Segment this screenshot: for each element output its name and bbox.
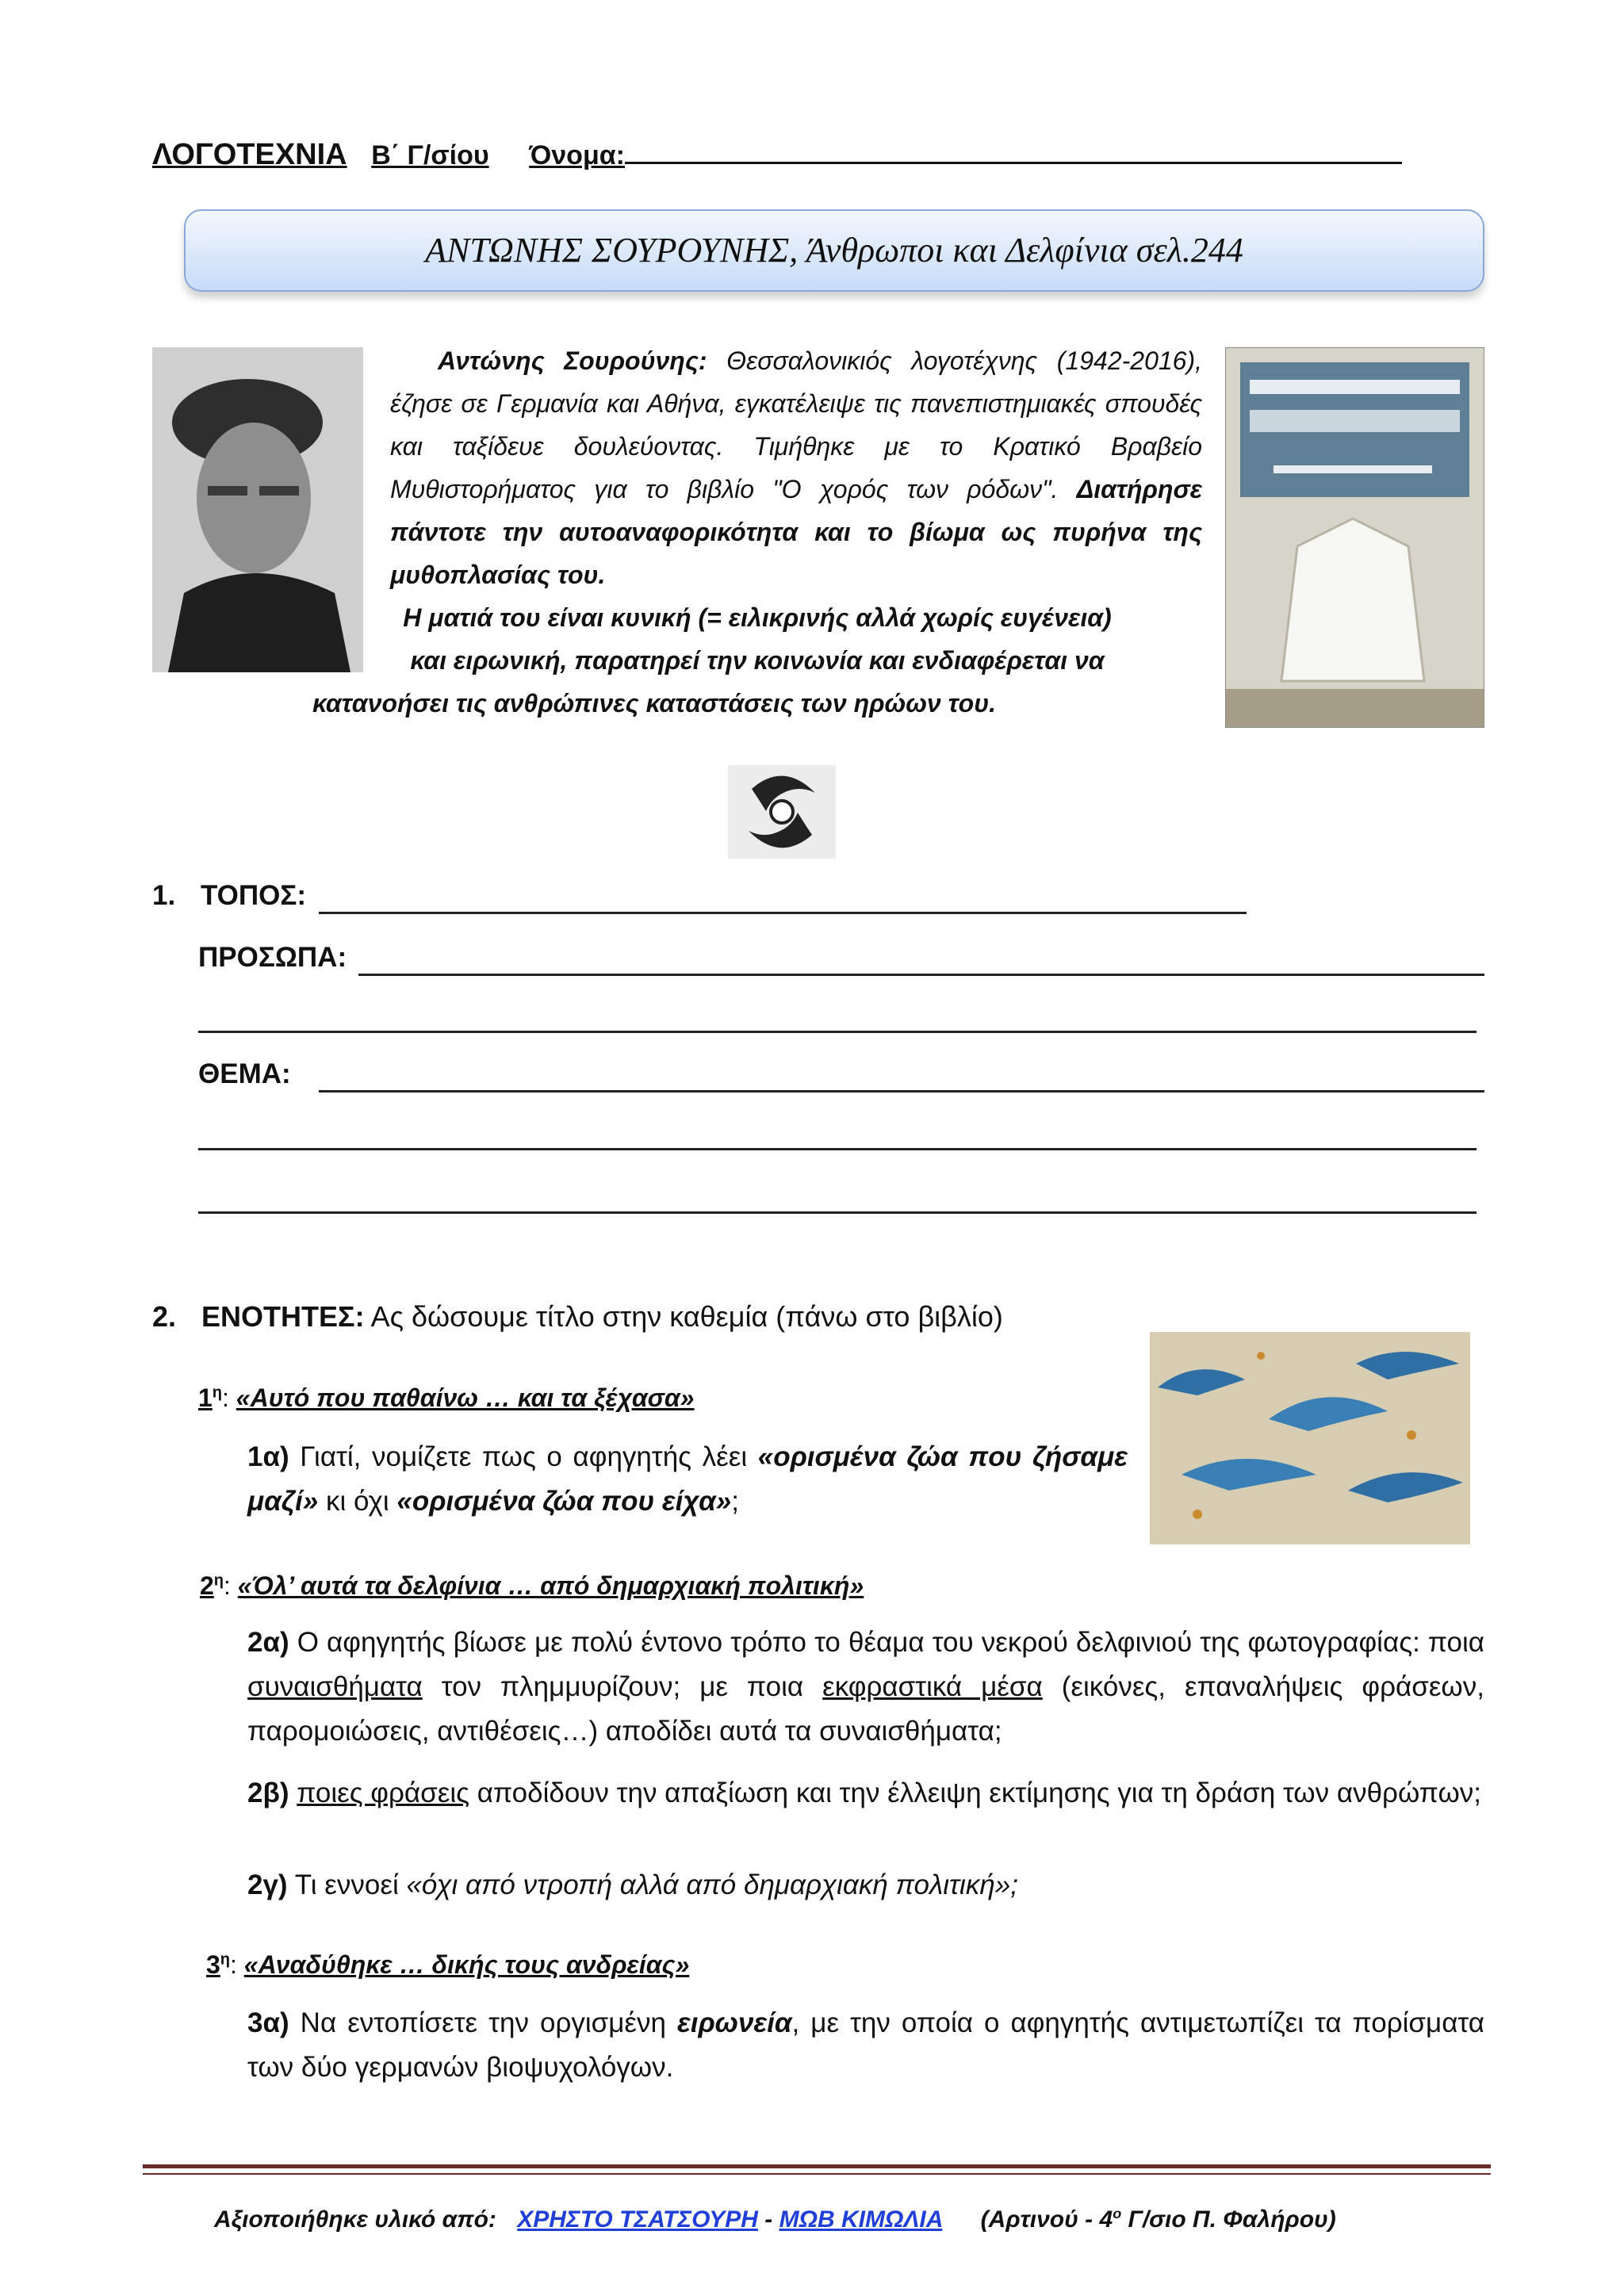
unit1-title: $1^\eta$: «Αυτό που παθαίνω … και τα ξέχασα» xyxy=(198,1383,695,1412)
unit2-heading: «Όλ’ αυτά τα δελφίνια … από δημαρχιακή πολιτική» xyxy=(237,1571,864,1600)
footer-link-mov-kimolia[interactable]: ΜΩΒ ΚΙΜΩΛΙΑ xyxy=(779,2206,943,2233)
author-name: Αντώνης Σουρούνης: xyxy=(438,346,707,375)
unit2-sup: η xyxy=(213,1571,224,1590)
q2a-label: 2α) xyxy=(247,1627,289,1658)
dolphin-logo xyxy=(728,765,836,859)
place-answer-line[interactable] xyxy=(319,912,1247,914)
footer-suffix-a: (Αρτινού - 4 xyxy=(980,2206,1113,2233)
q3a-irony: ειρωνεία xyxy=(677,2007,792,2038)
q1-persons-label: ΠΡΟΣΩΠΑ: xyxy=(198,942,347,973)
q2a-text2: τον πλημμυρίζουν; με ποια xyxy=(441,1671,804,1702)
q2c-quote: «όχι από ντροπή αλλά από δημαρχιακή πολιτική»; xyxy=(406,1869,1018,1900)
q2-heading xyxy=(152,1300,1003,1334)
theme-answer-line-3[interactable] xyxy=(198,1211,1477,1214)
title-banner xyxy=(184,209,1484,292)
q2b-label: 2β) xyxy=(247,1777,289,1808)
q1a-text2: κι όχι xyxy=(325,1486,389,1517)
q2a-means: εκφραστικά μέσα xyxy=(822,1671,1043,1702)
q1a-text: Γιατί, νομίζετε πως ο αφηγητής λέει xyxy=(300,1441,748,1472)
bio-text: Θεσσαλονικιός λογοτέχνης (1942-2016), έζησε σε Γερμανία και Αθήνα, εγκατέλειψε τις πανεπιστημιακές σπουδές και ταξίδευε δουλεύοντας. Τιμήθηκε με το Κρατικό Βραβείο Μυθιστορήματος για το βιβλίο "Ο χορός των ρόδων". xyxy=(390,346,1203,503)
q1-number: 1. xyxy=(152,880,176,911)
fresco-picture xyxy=(1150,1332,1470,1544)
bio-view-line: και ειρωνική, παρατηρεί την κοινωνία και ενδιαφέρεται να xyxy=(410,646,1105,675)
bio-highlight: Διατήρησε πάντοτε την αυτοαναφορικότητα και το βίωμα ως πυρήνα της μυθοπλασίας του. xyxy=(390,475,1203,589)
q2b-paragraph xyxy=(247,1771,1484,1816)
q3a-paragraph xyxy=(247,2001,1484,2090)
name-field[interactable] xyxy=(625,135,1402,164)
book-cover xyxy=(1225,347,1484,728)
unit2-number: 2 xyxy=(200,1571,214,1600)
q2c-text: Τι εννοεί xyxy=(294,1869,399,1900)
theme-answer-line[interactable] xyxy=(319,1090,1484,1093)
q2a-text1: Ο αφηγητής βίωσε με πολύ έντονο τρόπο το θέαμα του νεκρού δελφινιού της φωτογραφίας: ποια xyxy=(297,1627,1484,1658)
q2-text: Ας δώσουμε τίτλο στην καθεμία (πάνω στο βιβλίο) xyxy=(370,1300,1003,1333)
q2-number: 2. xyxy=(152,1300,177,1333)
q1-theme-row xyxy=(198,1058,291,1090)
q2-label: ΕΝΟΤΗΤΕΣ: xyxy=(201,1300,365,1333)
q2a-text3: (εικόνες, επαναλήψεις φράσεων, παρομοιώσεις, αντιθέσεις…) αποδίδει αυτά τα συναισθήματα; xyxy=(247,1671,1484,1747)
footer-dash: - xyxy=(764,2206,773,2233)
unit2-title: $2^\eta$: «Όλ’ αυτά τα δελφίνια … από δημαρχιακή πολιτική» xyxy=(200,1571,864,1600)
q2b-phrases: ποιες φράσεις xyxy=(297,1777,469,1808)
q1a-label: 1α) xyxy=(247,1441,289,1472)
persons-answer-line[interactable] xyxy=(358,974,1484,976)
q1-persons-row xyxy=(198,942,347,974)
q2a-feelings: συναισθήματα xyxy=(247,1671,423,1702)
q2c-paragraph xyxy=(247,1863,1484,1908)
q2b-text: αποδίδουν την απαξίωση και την έλλειψη εκτίμησης για τη δράση των ανθρώπων; xyxy=(477,1777,1481,1808)
footer-divider-thin xyxy=(143,2173,1491,2175)
dolphin-fresco-image xyxy=(1150,1332,1470,1544)
worksheet-header xyxy=(152,135,1484,172)
class-label: Β΄ Γ/σίου xyxy=(371,140,489,170)
q1-place-row xyxy=(152,880,306,912)
unit3-title: $3^\eta$: «Αναδύθηκε … δικής τους ανδρείας» xyxy=(206,1950,690,1979)
q3a-text1: Να εντοπίσετε την οργισμένη xyxy=(300,2007,666,2038)
q1a-quote1: «ορισμένα ζώα που ζήσαμε μαζί» xyxy=(247,1441,1128,1517)
q1-theme-label: ΘΕΜΑ: xyxy=(198,1058,291,1089)
q1a-end: ; xyxy=(731,1486,739,1517)
footer-prefix: Αξιοποιήθηκε υλικό από: xyxy=(214,2206,496,2233)
unit3-number: 3 xyxy=(206,1950,220,1979)
unit3-heading: «Αναδύθηκε … δικής τους ανδρείας» xyxy=(243,1950,690,1979)
q3a-text2: , με την οποία ο αφηγητής αντιμετωπίζει τα πορίσματα των δύο γερμανών βιοψυχολόγων. xyxy=(247,2007,1484,2083)
subject-title: ΛΟΓΟΤΕΧΝΙΑ xyxy=(152,138,347,171)
bio-view-line: Η ματιά του είναι κυνική (= ειλικρινής αλλά χωρίς ευγένεια) xyxy=(403,603,1112,632)
author-bio xyxy=(390,339,1202,596)
unit1-heading: «Αυτό που παθαίνω … και τα ξέχασα» xyxy=(236,1383,695,1412)
footer-suffix-b: Γ/σιο Π. Φαλήρου) xyxy=(1121,2206,1336,2233)
theme-answer-line-2[interactable] xyxy=(198,1148,1477,1150)
footer-suffix-sup: ο xyxy=(1113,2206,1122,2221)
q3a-label: 3α) xyxy=(247,2007,289,2038)
book-cover-image xyxy=(1226,348,1484,727)
q2a-paragraph xyxy=(247,1621,1484,1754)
q1-place-label: ΤΟΠΟΣ: xyxy=(200,880,307,911)
q1a-paragraph xyxy=(247,1435,1128,1524)
persons-answer-line-2[interactable] xyxy=(198,1031,1477,1033)
unit3-sup: η xyxy=(220,1950,231,1969)
name-label: Όνομα: xyxy=(529,140,625,170)
unit1-number: 1 xyxy=(198,1383,213,1412)
footer-link-tsatsouris[interactable]: ΧΡΗΣΤΟ ΤΣΑΤΣΟΥΡΗ xyxy=(517,2206,758,2233)
banner-title: ΑΝΤΩΝΗΣ ΣΟΥΡΟΥΝΗΣ, Άνθρωποι και Δελφίνια σελ.244 xyxy=(425,231,1243,270)
footer-credits xyxy=(214,2206,1483,2233)
dolphin-icon xyxy=(728,765,836,859)
bio-view-line: κατανοήσει τις ανθρώπινες καταστάσεις των ηρώων του. xyxy=(312,689,997,718)
footer-divider xyxy=(143,2164,1491,2168)
author-bio-view xyxy=(313,596,1201,725)
unit1-sup: η xyxy=(212,1383,223,1402)
q1a-quote2: «ορισμένα ζώα που είχα» xyxy=(396,1486,732,1517)
q2c-label: 2γ) xyxy=(247,1869,288,1900)
